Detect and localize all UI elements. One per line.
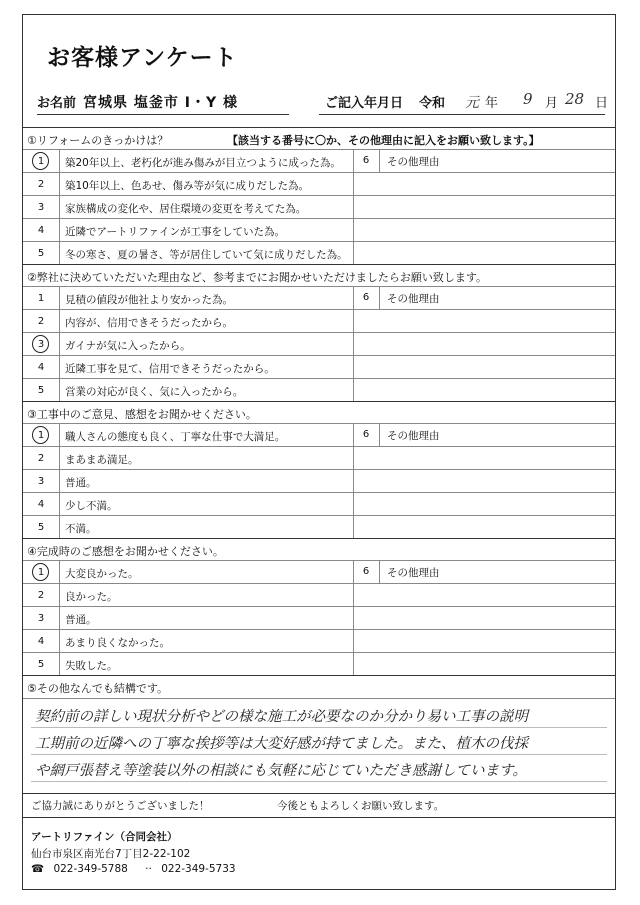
q4-other-divider — [379, 560, 380, 583]
year-value: 元 — [465, 95, 479, 111]
option-text: 冬の寒さ、夏の暑さ、等が居住していて気に成りだした為。 — [65, 249, 348, 261]
q2-other-label[interactable]: その他理由 — [387, 293, 440, 305]
fax-number: 022-349-5733 — [161, 863, 236, 875]
q1-option-1[interactable] — [23, 149, 615, 173]
option-number: 4 — [23, 493, 60, 516]
option-number: 3 — [23, 607, 60, 630]
q2-option-1[interactable] — [23, 286, 615, 310]
option-text: 不満。 — [65, 523, 97, 535]
option-number: 5 — [23, 242, 60, 265]
option-text: 築10年以上、色あせ、傷み等が気に成りだした為。 — [65, 180, 310, 192]
option-number: 1 — [23, 287, 60, 310]
thanks-text: ご協力誠にありがとうございました！ — [31, 800, 210, 812]
option-number: 1 — [23, 424, 60, 447]
q1-option-4[interactable] — [23, 218, 615, 242]
q1-instruction: 【該当する番号に〇か、その他理由に記入をお願い致します。】 — [227, 134, 540, 147]
q3-title: ③工事中のご意見、感想をお聞かせください。 — [27, 408, 257, 421]
option-number: 5 — [23, 653, 60, 676]
footer-divider — [23, 817, 615, 818]
page-title: お客様アンケート — [47, 45, 238, 71]
q3-option-2[interactable] — [23, 446, 615, 470]
q4-option-5[interactable] — [23, 652, 615, 676]
option-number: 4 — [23, 630, 60, 653]
option-number: 5 — [23, 379, 60, 402]
selected-circle-mark — [32, 426, 49, 444]
option-text: ガイナが気に入ったから。 — [65, 340, 191, 352]
q5-title: ⑤その他なんでも結構です。 — [27, 682, 168, 695]
option-text: 少し不満。 — [65, 500, 118, 512]
q2-other-divider — [379, 286, 380, 309]
q4-option-1[interactable] — [23, 560, 615, 584]
phone-icon: ☎ — [31, 863, 45, 875]
q2-option-5[interactable] — [23, 378, 615, 402]
survey-sheet — [22, 14, 616, 890]
q4-title: ④完成時のご感想をお聞かせください。 — [27, 545, 224, 558]
q1-divider — [353, 149, 354, 264]
regards-text: 今後ともよろしくお願い致します。 — [277, 800, 445, 812]
comment-line-3[interactable]: や網戸張替え等塗装以外の相談にも気軽に応じていただき感謝しています。 — [35, 763, 527, 779]
q2-option-3[interactable] — [23, 332, 615, 356]
option-text: 普通。 — [65, 614, 97, 626]
q1-option-3[interactable] — [23, 195, 615, 219]
comment-line-2[interactable]: 工期前の近隣への丁寧な挨拶等は大変好感が持てました。また、植木の伐採 — [35, 736, 528, 752]
option-text: 近隣工事を見て、信用できそうだったから。 — [65, 363, 275, 375]
option-text: 家族構成の変化や、居住環境の変更を考えてた為。 — [65, 203, 307, 215]
month-unit: 月 — [545, 96, 559, 111]
option-text: 近隣でアートリファインが工事をしていた為。 — [65, 226, 285, 238]
q3-divider — [353, 423, 354, 538]
q4-other-number: 6 — [362, 566, 370, 577]
option-text: 良かった。 — [65, 591, 118, 603]
phone-number: 022-349-5788 — [53, 863, 128, 875]
name-label: お名前 — [37, 96, 77, 111]
q5-heading — [23, 675, 615, 699]
q3-heading — [23, 401, 615, 424]
option-number: 3 — [23, 333, 60, 356]
day-value: 28 — [565, 90, 585, 108]
selected-circle-mark — [32, 152, 49, 170]
day-unit: 日 — [595, 96, 609, 111]
q2-heading — [23, 264, 615, 287]
date-underline — [319, 114, 605, 115]
comment-line-1[interactable]: 契約前の詳しい現状分析やどの様な施工が必要なのか分かり易い工事の説明 — [35, 709, 528, 725]
comment-rule — [31, 754, 607, 755]
q3-other-label[interactable]: その他理由 — [387, 430, 440, 442]
q3-other-number: 6 — [362, 429, 370, 440]
q4-option-4[interactable] — [23, 629, 615, 653]
q1-title: ①リフォームのきっかけは？ — [27, 134, 169, 147]
q1-other-number: 6 — [362, 155, 370, 166]
option-number: 3 — [23, 470, 60, 493]
selected-circle-mark — [32, 335, 49, 353]
option-number: 2 — [23, 310, 60, 333]
selected-circle-mark — [32, 563, 49, 581]
option-text: あまり良くなかった。 — [65, 637, 170, 649]
footer-divider — [23, 793, 615, 794]
q3-option-5[interactable] — [23, 515, 615, 539]
q1-heading — [23, 127, 615, 150]
q4-option-2[interactable] — [23, 583, 615, 607]
option-text: 職人さんの態度も良く、丁寧な仕事で大満足。 — [65, 431, 286, 443]
comment-rule — [31, 781, 607, 782]
option-number: 4 — [23, 219, 60, 242]
option-number: 2 — [23, 173, 60, 196]
q2-other-number: 6 — [362, 292, 370, 303]
q3-option-1[interactable] — [23, 423, 615, 447]
q4-other-label[interactable]: その他理由 — [387, 567, 440, 579]
date-label: ご記入年月日 — [325, 96, 404, 111]
q1-other-label[interactable]: その他理由 — [387, 156, 440, 168]
q1-option-2[interactable] — [23, 172, 615, 196]
year-unit: 年 — [485, 96, 499, 111]
contact-row — [31, 863, 236, 875]
name-underline — [37, 114, 289, 115]
option-number: 4 — [23, 356, 60, 379]
name-date-bar — [37, 90, 609, 116]
q1-other-divider — [379, 149, 380, 172]
option-text: 見積の値段が他社より安かった為。 — [65, 294, 233, 306]
option-number: 3 — [23, 196, 60, 219]
option-number: 1 — [23, 561, 60, 584]
era-label: 令和 — [419, 96, 446, 111]
option-number: 2 — [23, 584, 60, 607]
fax-icon: ·· — [145, 863, 152, 875]
option-text: 大変良かった。 — [65, 568, 139, 580]
option-text: 失敗した。 — [65, 660, 118, 672]
q2-option-2[interactable] — [23, 309, 615, 333]
option-text: 築20年以上、老朽化が進み傷みが目立つように成った為。 — [65, 157, 341, 169]
month-value: 9 — [523, 90, 533, 108]
company-name: アートリファイン（合同会社） — [31, 831, 178, 843]
option-number: 2 — [23, 447, 60, 470]
q4-heading — [23, 538, 615, 561]
q1-option-5[interactable] — [23, 241, 615, 265]
q3-other-divider — [379, 423, 380, 446]
q4-divider — [353, 560, 354, 675]
option-number: 1 — [23, 150, 60, 173]
q3-option-3[interactable] — [23, 469, 615, 493]
option-text: まあまあ満足。 — [65, 454, 139, 466]
q3-option-4[interactable] — [23, 492, 615, 516]
q4-option-3[interactable] — [23, 606, 615, 630]
option-text: 普通。 — [65, 477, 97, 489]
q2-divider — [353, 286, 354, 401]
option-text: 内容が、信用できそうだったから。 — [65, 317, 233, 329]
q2-title: ②弊社に決めていただいた理由など、参考までにお聞かせいただけましたらお願い致します。 — [27, 271, 487, 284]
option-number: 5 — [23, 516, 60, 539]
option-text: 営業の対応が良く、気に入ったから。 — [65, 386, 244, 398]
company-address: 仙台市泉区南光台7丁目2-22-102 — [31, 848, 191, 860]
name-value: 宮城県 塩釜市 I・Y 様 — [83, 95, 238, 111]
comment-rule — [31, 727, 607, 728]
q2-option-4[interactable] — [23, 355, 615, 379]
